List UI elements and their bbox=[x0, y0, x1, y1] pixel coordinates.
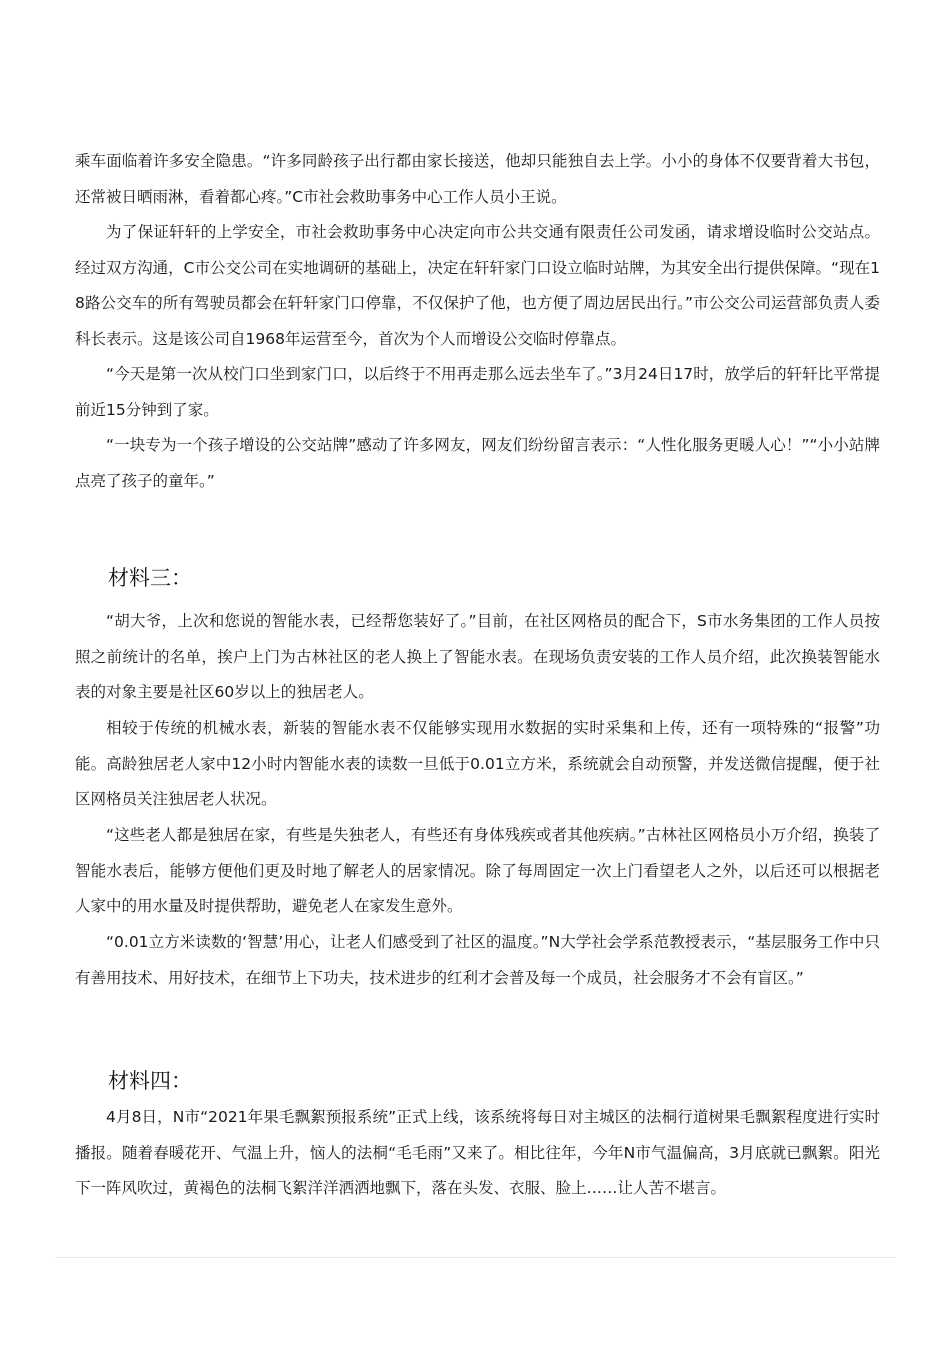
material4-heading: 材料四： bbox=[108, 1069, 192, 1093]
material3-heading: 材料三： bbox=[108, 566, 192, 590]
material3-paragraph-3: “这些老人都是独居在家，有些是失独老人，有些还有身体残疾或者其他疾病。”古林社区网格员小万介绍，换装了智能水表后，能够方便他们更及时地了解老人的居家情况。除了每周固定一次上门看望老人之外，以后还可以根据老人家中的用水量及时提供帮助，避免老人在家发生意外。 bbox=[75, 826, 880, 915]
material2-paragraph-2: 为了保证轩轩的上学安全，市社会救助事务中心决定向市公共交通有限责任公司发函，请求增设临时公交站点。经过双方沟通，C市公交公司在实地调研的基础上，决定在轩轩家门口设立临时站牌，为其安全出行提供保障。“现在18路公交车的所有驾驶员都会在轩轩家门口停靠，不仅保护了他，也方便了周边居民出行。”市公交公司运营部负责人委科长表示。这是该公司自1968年运营至今，首次为个人而增设公交临时停靠点。 bbox=[75, 223, 880, 348]
page-divider bbox=[55, 1257, 895, 1258]
material4-paragraph-1: 4月8日，N市“2021年果毛飘絮预报系统”正式上线，该系统将每日对主城区的法桐行道树果毛飘絮程度进行实时播报。随着春暖花开、气温上升，恼人的法桐“毛毛雨”又来了。相比往年，今年N市气温偏高，3月底就已飘絮。阳光下一阵风吹过，黄褐色的法桐飞絮洋洋洒洒地飘下，落在头发、衣服、脸上……让人苦不堪言。 bbox=[75, 1108, 880, 1197]
material2-paragraph-3: “今天是第一次从校门口坐到家门口，以后终于不用再走那么远去坐车了。”3月24日17时，放学后的轩轩比平常提前近15分钟到了家。 bbox=[75, 365, 880, 419]
material2-paragraph-4: “一块专为一个孩子增设的公交站牌”感动了许多网友，网友们纷纷留言表示：“人性化服务更暖人心！”“小小站牌点亮了孩子的童年。” bbox=[75, 436, 880, 490]
material3-paragraph-4: “0.01立方米读数的‘智慧’用心，让老人们感受到了社区的温度。”N大学社会学系范教授表示，“基层服务工作中只有善用技术、用好技术，在细节上下功夫，技术进步的红利才会普及每一个成员，社会服务才不会有盲区。” bbox=[75, 933, 880, 987]
material2-paragraph-1: 乘车面临着许多安全隐患。“许多同龄孩子出行都由家长接送，他却只能独自去上学。小小的身体不仅要背着大书包，还常被日晒雨淋，看着都心疼。”C市社会救助事务中心工作人员小王说。 bbox=[75, 152, 880, 206]
material3-paragraph-2: 相较于传统的机械水表，新装的智能水表不仅能够实现用水数据的实时采集和上传，还有一项特殊的“报警”功能。高龄独居老人家中12小时内智能水表的读数一旦低于0.01立方米，系统就会自动预警，并发送微信提醒，便于社区网格员关注独居老人状况。 bbox=[75, 719, 880, 808]
material3-paragraph-1: “胡大爷，上次和您说的智能水表，已经帮您装好了。”目前，在社区网格员的配合下，S市水务集团的工作人员按照之前统计的名单，挨户上门为古林社区的老人换上了智能水表。在现场负责安装的工作人员介绍，此次换装智能水表的对象主要是社区60岁以上的独居老人。 bbox=[75, 612, 880, 701]
